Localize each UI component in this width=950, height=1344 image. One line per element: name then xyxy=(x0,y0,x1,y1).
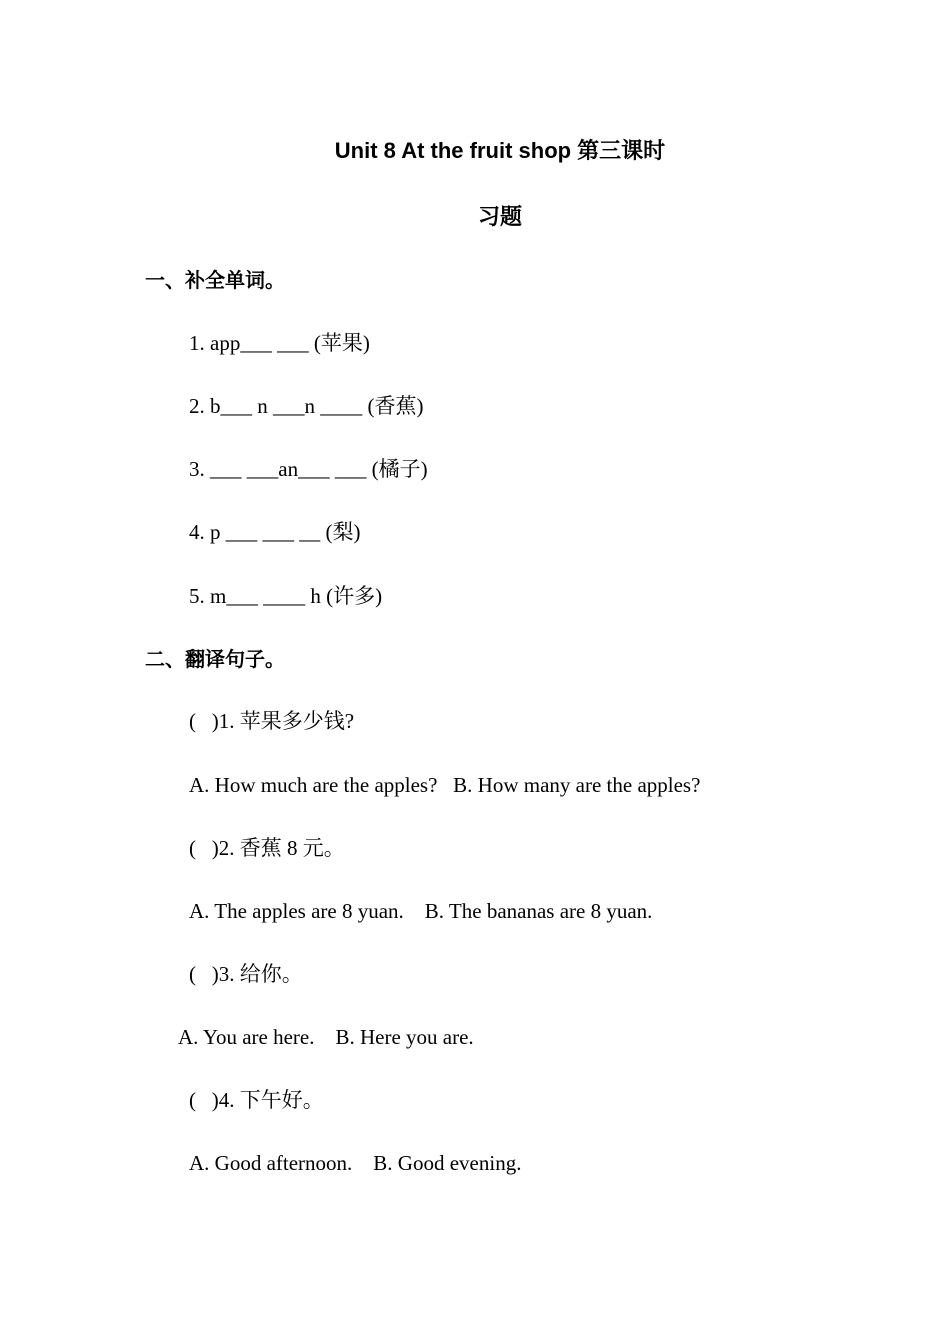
document-subtitle: 习题 xyxy=(477,204,522,229)
document-title: Unit 8 At the fruit shop 第三课时 xyxy=(334,138,666,163)
question-3-options: A. You are here. B. Here you are. xyxy=(178,1025,474,1049)
question-2-options: A. The apples are 8 yuan. B. The bananas are 8 yuan. xyxy=(189,899,653,923)
word-item-4: 4. p ___ ___ __ (梨) xyxy=(189,520,361,544)
word-item-5: 5. m___ ____ h (许多) xyxy=(189,584,383,608)
question-1-prompt: ( )1. 苹果多少钱? xyxy=(189,709,355,733)
word-item-1: 1. app___ ___ (苹果) xyxy=(189,331,370,355)
question-4-options: A. Good afternoon. B. Good evening. xyxy=(189,1151,522,1175)
section-1-heading: 一、补全单词。 xyxy=(145,268,285,292)
word-item-3: 3. ___ ___an___ ___ (橘子) xyxy=(189,457,428,481)
question-3-prompt: ( )3. 给你。 xyxy=(189,962,303,986)
question-2-prompt: ( )2. 香蕉 8 元。 xyxy=(189,836,345,860)
word-item-2: 2. b___ n ___n ____ (香蕉) xyxy=(189,394,424,418)
question-1-options: A. How much are the apples? B. How many are the apples? xyxy=(189,773,701,797)
section-2-heading: 二、翻译句子。 xyxy=(145,647,285,671)
question-4-prompt: ( )4. 下午好。 xyxy=(189,1088,324,1112)
